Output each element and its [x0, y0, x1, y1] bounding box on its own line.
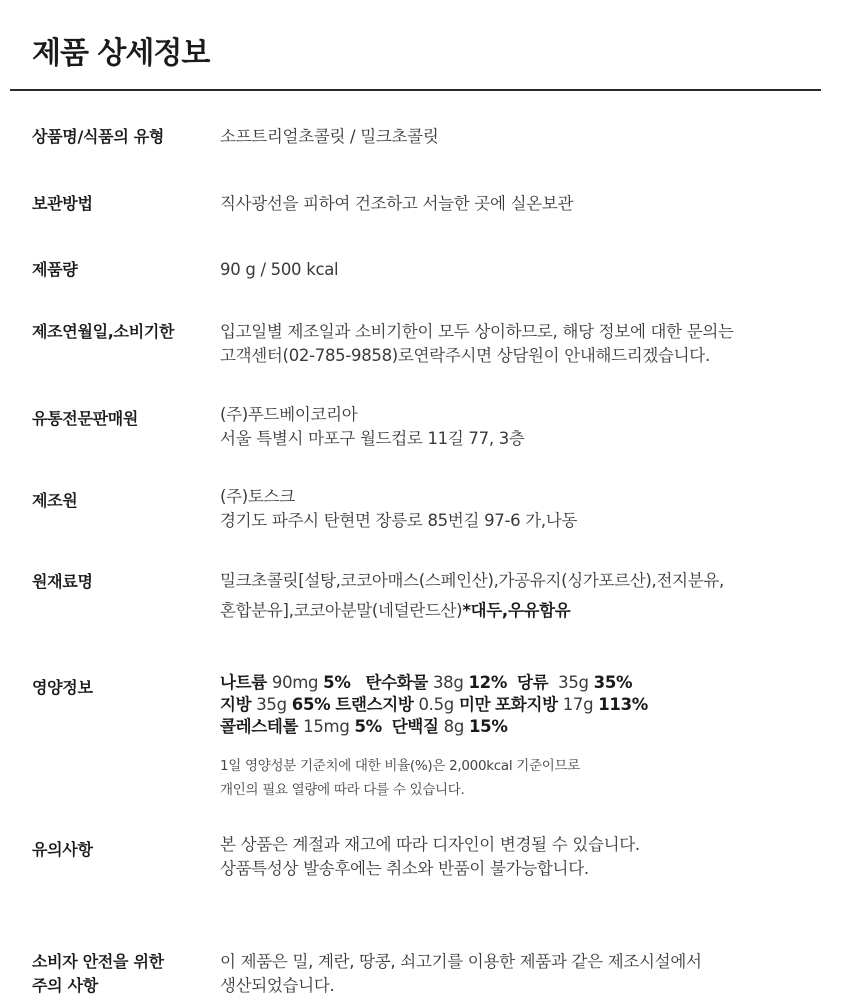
- nutrient-amount: 35g: [256, 695, 287, 714]
- nutrient-percent: 12%: [468, 673, 508, 692]
- nutrient-name: 지방: [220, 695, 252, 714]
- nutrition-line-1: [220, 672, 820, 694]
- row-label: [32, 950, 212, 998]
- nutrient-percent: 65%: [291, 695, 331, 714]
- ingredients-text: 혼합분유],코코아분말(네덜란드산): [220, 601, 463, 620]
- value-line: 밀크초콜릿[설탕,코코아매스(스페인산),가공유지(싱가포르산),전지분유,: [220, 571, 724, 590]
- nutrition-footnote: [220, 754, 820, 802]
- nutrient-name: 포화지방: [495, 695, 558, 714]
- row-label: 상품명/식품의 유형: [32, 127, 165, 146]
- footnote-line: 개인의 필요 열량에 따라 다를 수 있습니다.: [220, 782, 465, 798]
- value-line: (주)토스크: [220, 487, 295, 506]
- page-title: 제품 상세정보: [32, 36, 210, 71]
- value-line: [220, 596, 820, 626]
- label-line: 주의 사항: [32, 976, 98, 995]
- row-value: [220, 950, 820, 998]
- value-line: 고객센터(02-785-9858)로연락주시면 상담원이 안내해드리겠습니다.: [220, 346, 710, 365]
- nutrient-amount: 90mg: [271, 673, 319, 692]
- nutrient-amount: 15mg: [303, 717, 350, 736]
- nutrient-amount: 35g: [558, 673, 589, 692]
- nutrient-amount: 8g: [443, 717, 465, 736]
- value-line: 상품특성상 발송후에는 취소와 반품이 불가능합니다.: [220, 859, 589, 878]
- value-line: 90 g / 500 kcal: [220, 260, 339, 279]
- row-label: 제품량: [32, 260, 78, 279]
- nutrient-name: 나트륨: [220, 673, 267, 692]
- nutrition-line-2: [220, 694, 820, 716]
- value-line: (주)푸드베이코리아: [220, 405, 358, 424]
- value-line: 소프트리얼초콜릿 / 밀크초콜릿: [220, 127, 439, 146]
- label-line: 소비자 안전을 위한: [32, 952, 164, 971]
- row-label: 원재료명: [32, 572, 93, 591]
- nutrition-line-3: [220, 716, 820, 738]
- nutrient-name: 단백질: [391, 717, 439, 736]
- nutrient-amount: 38g: [432, 673, 464, 692]
- nutrient-name: 트랜스지방: [335, 695, 414, 714]
- allergen-notice: *대두,우유함유: [462, 601, 571, 620]
- nutrient-percent: 35%: [593, 673, 633, 692]
- nutrient-percent: 113%: [598, 695, 648, 714]
- row-label: 제조연월일,소비기한: [32, 322, 175, 341]
- title-divider: [10, 89, 821, 91]
- value-line: 입고일별 제조일과 소비기한이 모두 상이하므로, 해당 정보에 대한 문의는: [220, 322, 734, 341]
- row-value: [220, 566, 820, 626]
- row-value: [220, 258, 820, 282]
- nutrient-percent: 미만: [458, 695, 491, 714]
- row-value: [220, 485, 820, 533]
- row-value: [220, 403, 820, 451]
- row-label: 보관방법: [32, 194, 93, 213]
- nutrient-percent: 15%: [468, 717, 508, 736]
- nutrient-amount: 0.5g: [418, 695, 454, 714]
- row-label: 유통전문판매원: [32, 409, 139, 428]
- row-label: 유의사항: [32, 840, 93, 859]
- value-line: 직사광선을 피하여 건조하고 서늘한 곳에 실온보관: [220, 194, 574, 213]
- footnote-line: 1일 영양성분 기준치에 대한 비율(%)은 2,000kcal 기준이므로: [220, 758, 580, 774]
- row-value: [220, 320, 820, 368]
- nutrient-percent: 5%: [354, 717, 382, 736]
- row-label: 제조원: [32, 491, 78, 510]
- value-line: 서울 특별시 마포구 월드컵로 11길 77, 3층: [220, 429, 525, 448]
- row-label: 영양정보: [32, 678, 93, 697]
- row-value: [220, 125, 820, 149]
- nutrient-amount: 17g: [562, 695, 594, 714]
- value-line: 이 제품은 밀, 계란, 땅콩, 쇠고기를 이용한 제품과 같은 제조시설에서: [220, 952, 702, 971]
- value-line: 경기도 파주시 탄현면 장릉로 85번길 97-6 가,나동: [220, 511, 578, 530]
- row-value: [220, 833, 820, 881]
- value-line: 본 상품은 계절과 재고에 따라 디자인이 변경될 수 있습니다.: [220, 835, 640, 854]
- nutrient-percent: 5%: [323, 673, 351, 692]
- nutrition-facts: [220, 672, 820, 738]
- nutrient-name: 탄수화물: [365, 673, 428, 692]
- row-value: [220, 192, 820, 216]
- value-line: 생산되었습니다.: [220, 976, 335, 995]
- nutrient-name: 콜레스테롤: [220, 717, 299, 736]
- nutrient-name: 당류: [516, 673, 549, 692]
